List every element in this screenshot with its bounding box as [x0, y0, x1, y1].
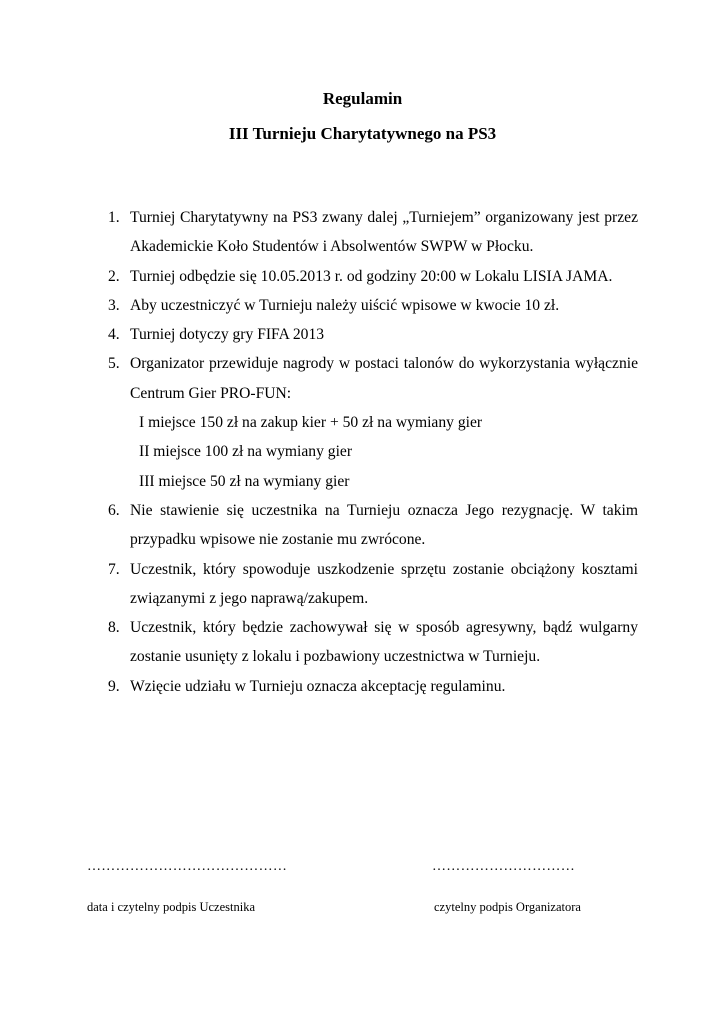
rule-number: 5. — [108, 355, 120, 373]
rule-number: 1. — [108, 209, 120, 226]
rule-item — [108, 291, 638, 320]
rule-text: Aby uczestniczyć w Turnieju należy uiścić wpisowe w kwocie 10 zł. — [130, 296, 560, 314]
rule-number: 2. — [108, 267, 120, 285]
rule-number: 4. — [108, 326, 120, 344]
rule-item — [108, 613, 638, 672]
rule-number: 8. — [108, 619, 120, 637]
rule-item — [108, 672, 638, 701]
rule-text: Organizator przewiduje nagrody w postaci talonów do wykorzystania wyłącznie Centrum Gier PRO-FUN: — [130, 355, 638, 402]
document-subtitle: III Turnieju Charytatywnego na PS3 — [228, 124, 497, 143]
rule-number: 7. — [108, 560, 120, 578]
rule-item — [108, 349, 638, 408]
rule-number: 3. — [108, 296, 120, 314]
rule-text: Uczestnik, który będzie zachowywał się w sposób agresywny, bądź wulgarny zostanie usunięty z lokalu i pozbawiony uczestnictwa w Turnieju. — [130, 619, 638, 666]
rule-item — [108, 320, 638, 349]
participant-signature-line: …………………………………… — [87, 859, 288, 874]
rule-text: Wzięcie udziału w Turnieju oznacza akceptację regulaminu. — [130, 677, 506, 695]
participant-signature-caption: data i czytelny podpis Uczestnika — [87, 900, 255, 914]
rule-text: Turniej Charytatywny na PS3 zwany dalej „Turniejem” organizowany jest przez Akademickie Koło Studentów i Absolwentów SWPW w Płocku. — [130, 209, 638, 256]
rule-text: Nie stawienie się uczestnika na Turnieju oznacza Jego rezygnację. W takim przypadku wpisowe nie zostanie mu zwrócone. — [130, 501, 638, 549]
rule-text: Uczestnik, który spowoduje uszkodzenie sprzętu zostanie obciążony kosztami związanymi z jego naprawą/zakupem. — [130, 560, 638, 607]
prize-line: I miejsce 150 zł na zakup kier + 50 zł na wymiany gier — [139, 414, 483, 432]
rule-item — [108, 555, 638, 614]
rules-list — [108, 203, 638, 701]
organizer-signature-line: ………………………… — [432, 859, 575, 874]
document-title: Regulamin — [322, 89, 403, 108]
rule-item — [108, 262, 638, 291]
rule-text: Turniej odbędzie się 10.05.2013 r. od godziny 20:00 w Lokalu LISIA JAMA. — [130, 267, 613, 285]
rule-item — [108, 203, 638, 262]
rule-item — [108, 496, 638, 555]
prize-line: III miejsce 50 zł na wymiany gier — [139, 472, 350, 490]
rule-text: Turniej dotyczy gry FIFA 2013 — [130, 326, 325, 344]
organizer-signature-caption: czytelny podpis Organizatora — [434, 900, 581, 914]
rule-number: 9. — [108, 677, 120, 695]
rule-number: 6. — [108, 501, 120, 519]
prize-line: II miejsce 100 zł na wymiany gier — [139, 443, 353, 461]
